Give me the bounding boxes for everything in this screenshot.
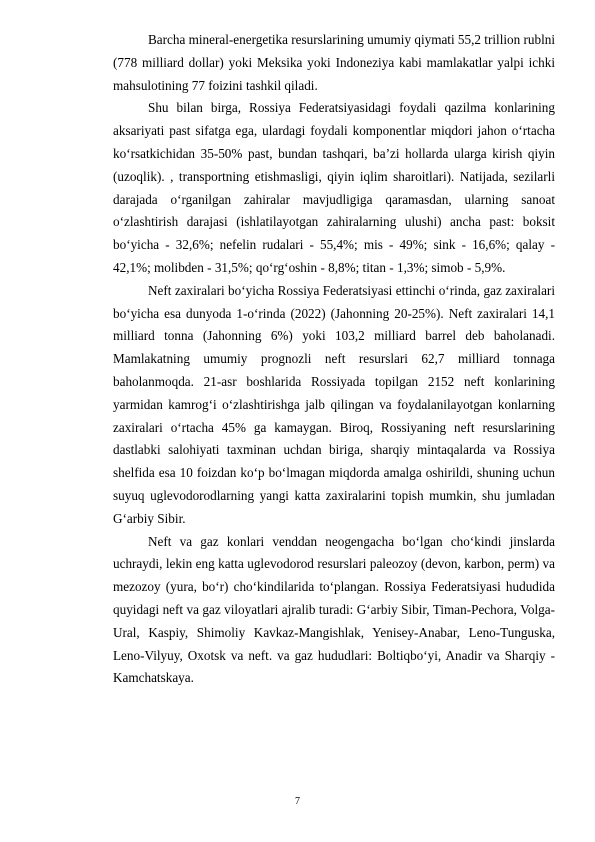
page-number: 7 (295, 796, 300, 807)
body-text (113, 29, 555, 690)
paragraph-2: Shu bilan birga, Rossiya Federatsiyasidagi foydali qazilma konlarining aksariyati past sifatga ega, ulardagi foydali komponentlar miqdori jahon o‘rtacha ko‘rsatkichidan 35-50% past, bundan tashqari, ba’zi hollarda ularga kirish qiyin (uzoqlik). , transportning etishmasligi, qiyin iqlim sharoitlari). Natijada, sezilarli darajada o‘rganilgan zahiralar mavjudligiga qaramasdan, ularning sanoat o‘zlashtirish darajasi (ishlatilayotgan zahiralarning ulushi) ancha past: boksit bo‘yicha - 32,6%; nefelin rudalari - 55,4%; mis - 49%; sink - 16,6%; qalay - 42,1%; molibden - 31,5%; qo‘rg‘oshin - 8,8%; titan - 1,3%; simob - 5,9%. (113, 100, 555, 275)
paragraph-3: Neft zaxiralari bo‘yicha Rossiya Federatsiyasi ettinchi o‘rinda, gaz zaxiralari bo‘yicha esa dunyoda 1-o‘rinda (2022) (Jahonning 20-25%). Neft zaxiralari 14,1 milliard tonna (Jahonning 6%) yoki 103,2 milliard barrel deb baholanadi. Mamlakatning umumiy prognozli neft resurslari 62,7 milliard tonnaga baholanmoqda. 21-asr boshlarida Rossiyada topilgan 2152 neft konlarining yarmidan kamrog‘i o‘zlashtirishga jalb qilingan va foydalanilayotgan konlarning zaxiralari o‘rtacha 45% ga kamaygan. Biroq, Rossiyaning neft resurslarining dastlabki salohiyati taxminan uchdan biriga, sharqiy mintaqalarda va Rossiya shelfida esa 10 foizdan ko‘p bo‘lmagan miqdorda amalga oshirildi, shuning uchun suyuq uglevodorodlarning yangi katta zaxiralarini topish mumkin, shu jumladan G‘arbiy Sibir. (113, 282, 555, 526)
paragraph-1: Barcha mineral-energetika resurslarining umumiy qiymati 55,2 trillion rublni (778 milliard dollar) yoki Meksika yoki Indoneziya kabi mamlakatlar yalpi ichki mahsulotining 77 foizini tashkil qiladi. (113, 32, 556, 93)
paragraph-4: Neft va gaz konlari venddan neogengacha bo‘lgan cho‘kindi jinslarda uchraydi, lekin eng katta uglevodorod resurslari paleozoy (devon, karbon, perm) va mezozoy (yura, bo‘r) cho‘kindilarida to‘plangan. Rossiya Federatsiyasi hududida quyidagi neft va gaz viloyatlari ajralib turadi: G‘arbiy Sibir, Timan-Pechora, Volga-Ural, Kaspiy, Shimoliy Kavkaz-Mangishlak, Yenisey-Anabar, Leno-Tunguska, Leno-Vilyuy, Oxotsk va neft. va gaz hududlari: Boltiqbo‘yi, Anadir va Sharqiy -Kamchatskaya. (113, 533, 555, 686)
